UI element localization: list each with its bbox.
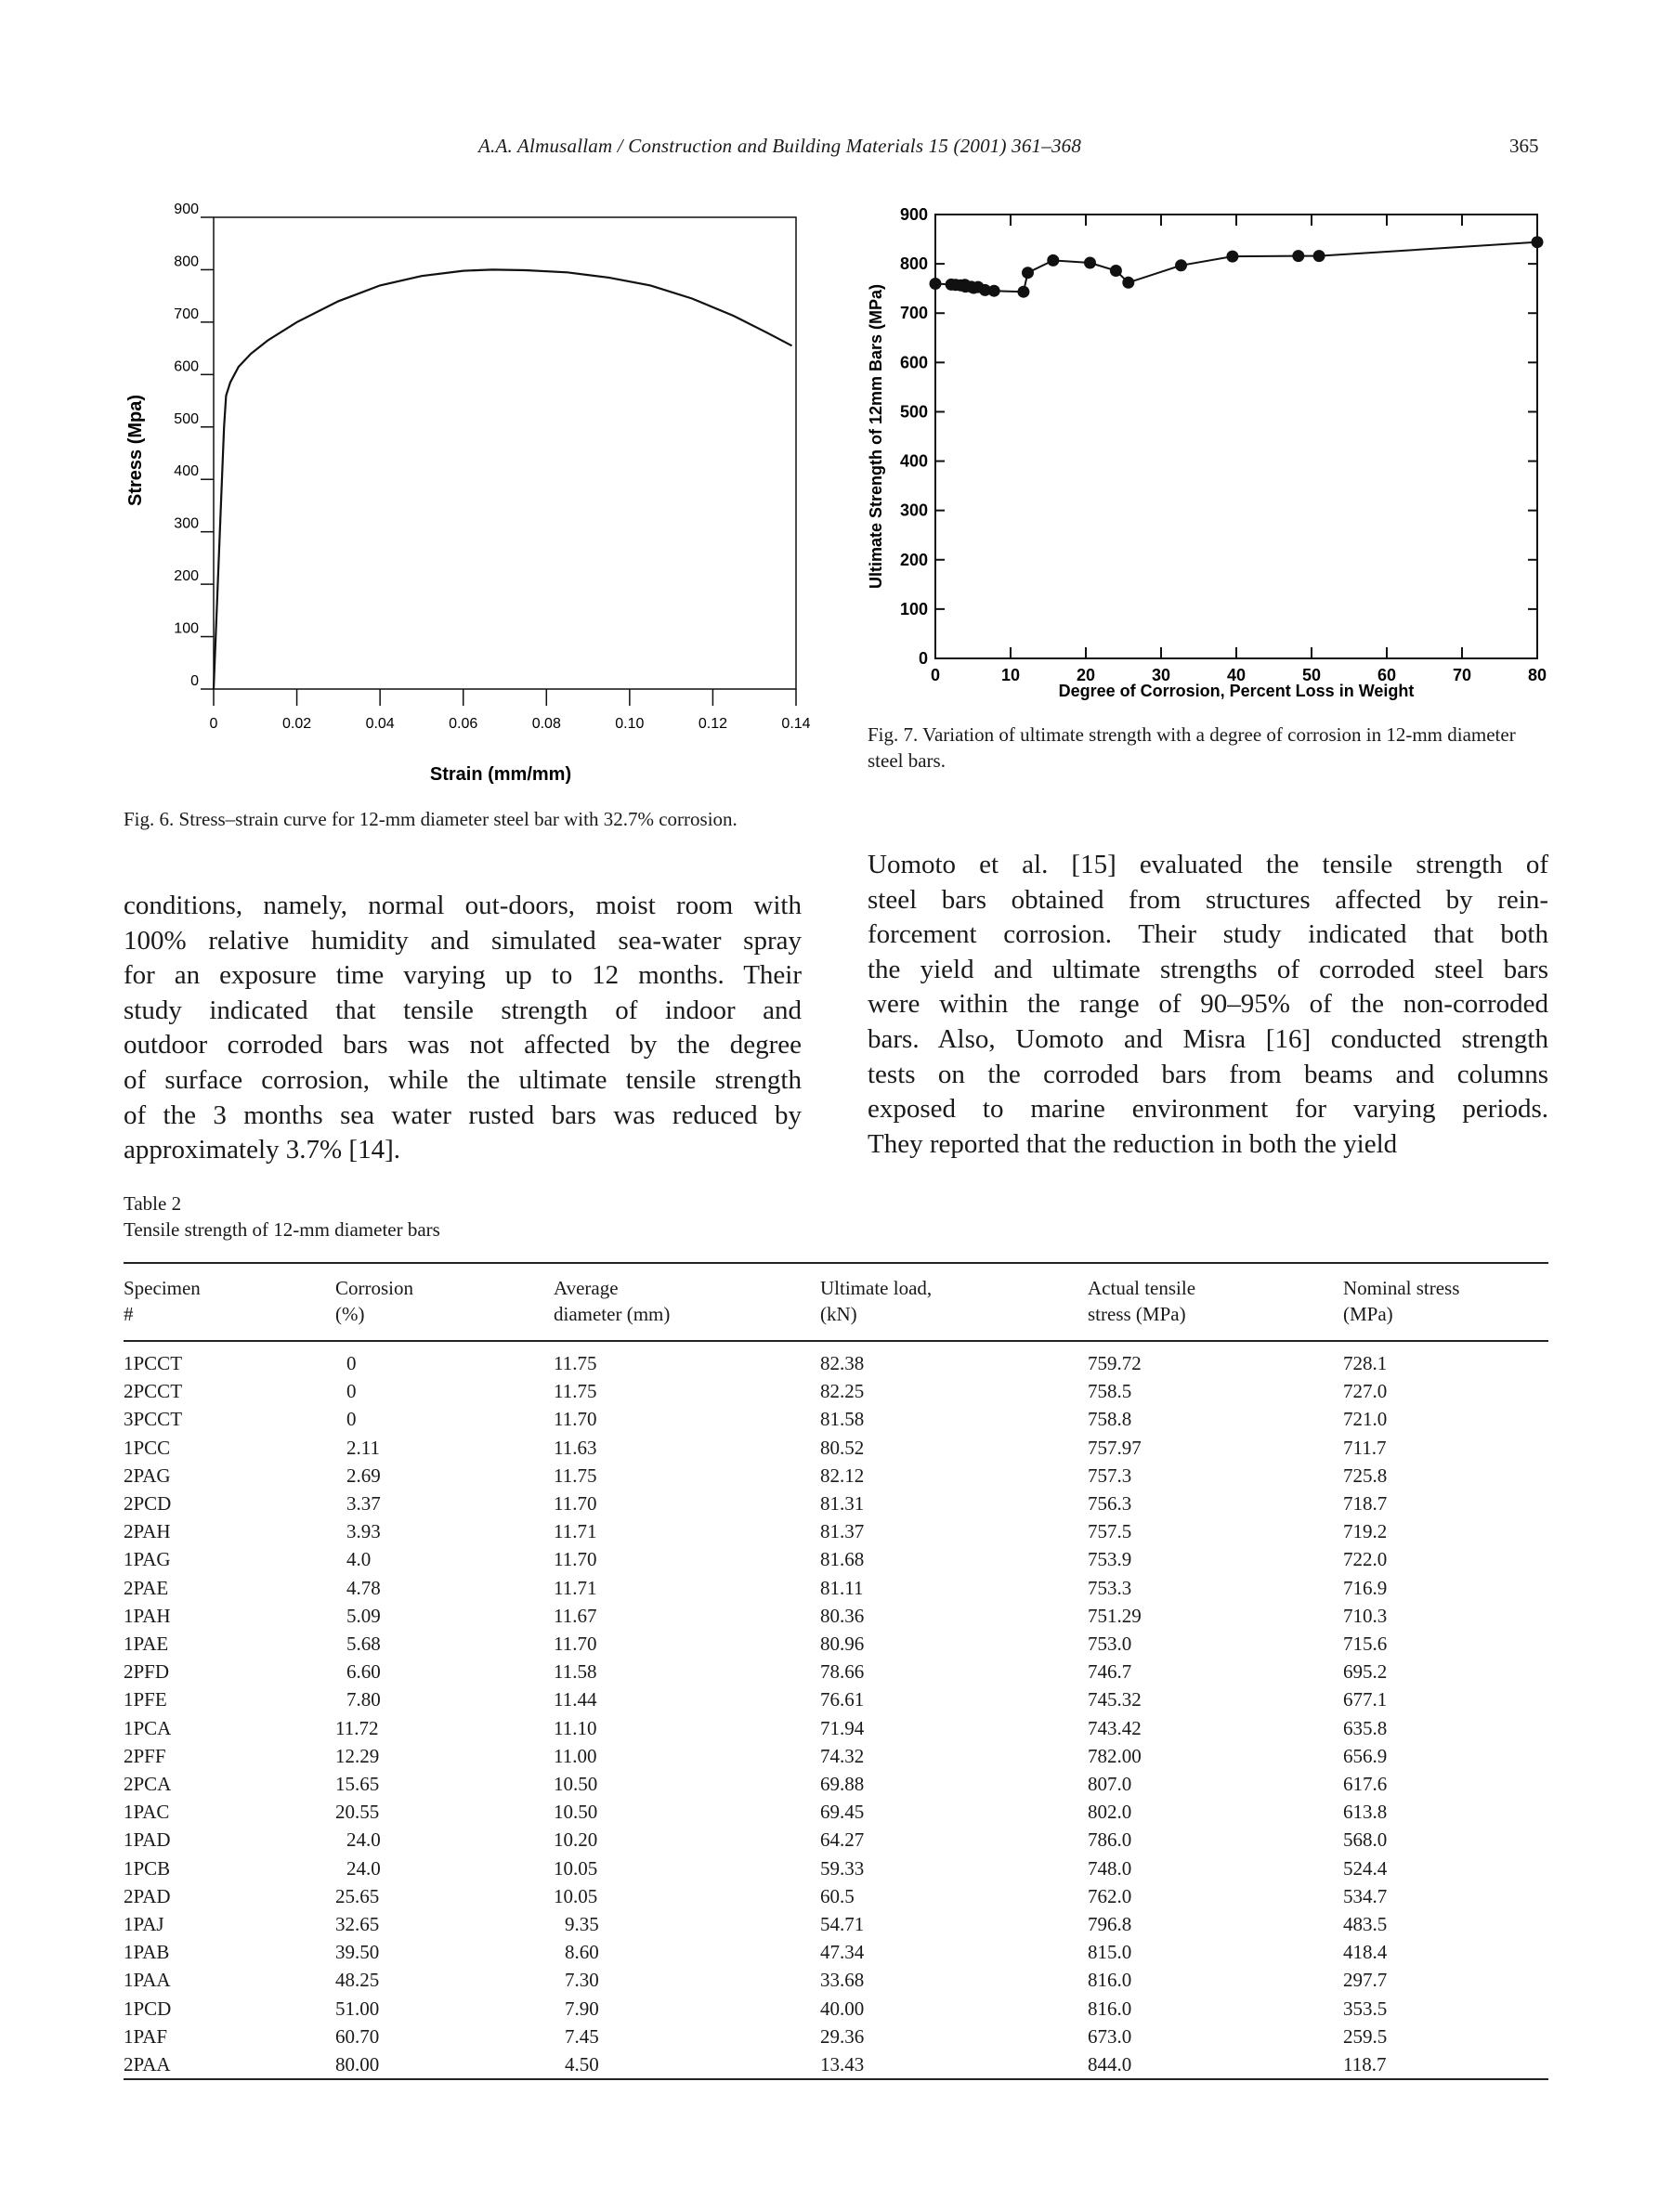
table-cell: 2PAA [124, 2053, 171, 2076]
table-cell: 656.9 [1343, 1744, 1388, 1767]
table-cell: 2PCA [124, 1773, 172, 1796]
table-cell: 74.32 [820, 1744, 865, 1767]
table-2 [124, 1262, 1548, 2080]
column-header-line: diameter (mm) [554, 1303, 671, 1325]
table-cell: 757.3 [1088, 1464, 1132, 1487]
table-2-title: Tensile strength of 12-mm diameter bars [124, 1218, 440, 1241]
table-cell: 297.7 [1343, 1969, 1388, 1992]
table-cell: 80.36 [820, 1604, 865, 1627]
fig7-data-point [1084, 257, 1096, 269]
table-cell: 32.65 [335, 1913, 380, 1936]
table-cell: 81.11 [820, 1576, 864, 1599]
table-cell: 2PAG [124, 1464, 171, 1487]
fig7-x-tick-label: 50 [1301, 666, 1322, 684]
table-row [124, 1602, 1548, 1630]
table-cell: 13.43 [820, 2053, 865, 2076]
table-cell: 2.11 [346, 1436, 380, 1459]
table-2-label [124, 1191, 440, 1243]
column-header-line: (kN) [820, 1303, 857, 1325]
fig7-data-point [930, 278, 942, 290]
fig7-data-point [1110, 265, 1122, 277]
table-cell: 745.32 [1088, 1688, 1142, 1711]
table-cell: 1PAC [124, 1801, 170, 1824]
column-header [820, 1263, 1088, 1341]
right-paragraph-line: steel bars obtained from structures affected by rein- [868, 884, 1548, 915]
table-row [124, 1938, 1548, 1966]
fig6-x-tick-label: 0 [209, 716, 218, 732]
table-cell: 728.1 [1343, 1352, 1388, 1374]
table-cell: 11.75 [554, 1464, 597, 1487]
table-cell: 722.0 [1343, 1548, 1388, 1571]
table-cell: 69.88 [820, 1773, 865, 1796]
table-cell: 11.70 [554, 1492, 597, 1516]
table-cell: 762.0 [1088, 1884, 1132, 1907]
table-cell: 82.12 [820, 1464, 865, 1487]
table-cell: 5.68 [346, 1633, 381, 1656]
table-row [124, 1685, 1548, 1713]
left-paragraph-line: of surface corrosion, while the ultimate tensile strength [124, 1064, 802, 1095]
table-cell: 2PCD [124, 1492, 172, 1516]
table-cell: 2.69 [346, 1464, 381, 1487]
table-cell: 2PAD [124, 1884, 171, 1907]
table-cell: 4.0 [346, 1548, 372, 1571]
table-cell: 753.0 [1088, 1633, 1132, 1656]
table-cell: 844.0 [1088, 2053, 1132, 2076]
right-paragraph-line: were within the range of 90–95% of the non-corroded [868, 989, 1548, 1020]
fig7-x-tick-label: 0 [930, 666, 941, 684]
table-cell: 756.3 [1088, 1492, 1132, 1516]
figure-6-stress-strain-chart [111, 200, 817, 794]
column-header-line: Nominal stress [1343, 1277, 1460, 1299]
table-2-number: Table 2 [124, 1192, 182, 1215]
table-row [124, 1462, 1548, 1490]
table-cell: 59.33 [820, 1856, 865, 1880]
left-paragraph-line: approximately 3.7% [14]. [124, 1135, 400, 1165]
fig7-x-tick-label: 70 [1452, 666, 1472, 684]
fig7-y-axis-label: Ultimate Strength of 12mm Bars (MPa) [867, 283, 885, 590]
table-row [124, 1377, 1548, 1405]
table-row [124, 1341, 1548, 1377]
table-cell: 39.50 [335, 1941, 380, 1964]
column-header-line: (MPa) [1343, 1303, 1393, 1325]
table-cell: 6.60 [346, 1660, 381, 1684]
column-header-line: (%) [335, 1303, 365, 1325]
table-cell: 11.67 [554, 1604, 597, 1627]
table-cell: 748.0 [1088, 1856, 1132, 1880]
table-cell: 751.29 [1088, 1604, 1142, 1627]
fig7-data-point [1226, 251, 1238, 263]
fig7-y-tick-label: 200 [899, 550, 928, 569]
table-cell: 3PCCT [124, 1408, 183, 1431]
fig7-y-tick-label: 0 [918, 649, 928, 668]
fig6-y-tick-label: 700 [174, 306, 199, 322]
table-cell: 81.58 [820, 1408, 865, 1431]
table-cell: 81.37 [820, 1520, 865, 1543]
table-cell: 718.7 [1343, 1492, 1388, 1516]
table-cell: 635.8 [1343, 1716, 1388, 1739]
table-cell: 8.60 [565, 1941, 599, 1964]
table-cell: 51.00 [335, 1997, 380, 2020]
table-cell: 54.71 [820, 1913, 865, 1936]
right-paragraph-line: They reported that the reduction in both the yield [868, 1128, 1398, 1159]
table-cell: 48.25 [335, 1969, 380, 1992]
column-header [124, 1263, 335, 1341]
table-row [124, 1770, 1548, 1798]
table-cell: 1PCD [124, 1997, 172, 2020]
table-cell: 2PCCT [124, 1380, 183, 1403]
fig7-data-point [1175, 259, 1187, 271]
left-paragraph-line: outdoor corroded bars was not affected by the degree [124, 1030, 802, 1060]
table-row [124, 1517, 1548, 1545]
column-header-line: Specimen [124, 1277, 201, 1299]
table-row [124, 1882, 1548, 1910]
table-cell: 568.0 [1343, 1828, 1388, 1852]
table-row [124, 1742, 1548, 1770]
fig6-x-tick-label: 0.12 [698, 716, 727, 732]
table-cell: 11.70 [554, 1548, 597, 1571]
table-row [124, 1434, 1548, 1462]
table-cell: 81.68 [820, 1548, 865, 1571]
fig7-x-tick-label: 80 [1527, 666, 1547, 684]
table-cell: 815.0 [1088, 1941, 1132, 1964]
table-cell: 677.1 [1343, 1688, 1388, 1711]
table-cell: 1PAA [124, 1969, 171, 1992]
table-cell: 10.05 [554, 1856, 598, 1880]
table-cell: 757.5 [1088, 1520, 1132, 1543]
fig7-data-point [1532, 236, 1544, 248]
fig7-x-tick-label: 10 [1000, 666, 1021, 684]
table-cell: 71.94 [820, 1716, 865, 1739]
table-cell: 11.75 [554, 1380, 597, 1403]
table-cell: 10.50 [554, 1801, 598, 1824]
fig7-data-point [988, 285, 1000, 297]
fig7-x-tick-label: 20 [1076, 666, 1096, 684]
fig7-data-point [1122, 277, 1134, 289]
column-header [335, 1263, 554, 1341]
fig7-y-tick-label: 400 [899, 451, 928, 471]
table-cell: 5.09 [346, 1604, 381, 1627]
table-cell: 2PAE [124, 1576, 169, 1599]
table-cell: 353.5 [1343, 1997, 1388, 2020]
table-cell: 816.0 [1088, 1969, 1132, 1992]
page-number: 365 [1509, 135, 1539, 157]
table-cell: 1PAE [124, 1633, 169, 1656]
fig7-y-tick-label: 300 [899, 501, 928, 520]
table-cell: 20.55 [335, 1801, 380, 1824]
table-cell: 0 [346, 1352, 357, 1374]
table-cell: 3.93 [346, 1520, 381, 1543]
table-cell: 10.20 [554, 1828, 598, 1852]
fig6-y-tick-label: 400 [174, 463, 199, 480]
table-cell: 1PCA [124, 1716, 172, 1739]
table-cell: 1PAB [124, 1941, 170, 1964]
table-cell: 7.30 [565, 1969, 599, 1992]
table-header-row [124, 1263, 1548, 1341]
table-cell: 695.2 [1343, 1660, 1388, 1684]
table-row [124, 1714, 1548, 1742]
table-cell: 9.35 [565, 1913, 599, 1936]
fig6-y-tick-label: 500 [174, 410, 199, 427]
table-cell: 1PAD [124, 1828, 171, 1852]
right-paragraph-line: Uomoto et al. [15] evaluated the tensile strength of [868, 850, 1548, 879]
fig7-y-tick-label: 500 [899, 402, 928, 422]
table-row [124, 1490, 1548, 1517]
right-column-paragraph [868, 848, 1548, 1162]
table-cell: 524.4 [1343, 1856, 1388, 1880]
table-cell: 7.90 [565, 1997, 599, 2020]
table-cell: 796.8 [1088, 1913, 1132, 1936]
table-cell: 483.5 [1343, 1913, 1388, 1936]
table-cell: 2PFF [124, 1744, 166, 1767]
fig7-x-tick-label: 30 [1151, 666, 1171, 684]
table-cell: 753.9 [1088, 1548, 1132, 1571]
table-row [124, 1630, 1548, 1658]
table-cell: 759.72 [1088, 1352, 1142, 1374]
table-cell: 1PCB [124, 1856, 171, 1880]
right-paragraph-line: tests on the corroded bars from beams and columns [868, 1059, 1548, 1089]
table-cell: 12.29 [335, 1744, 380, 1767]
fig6-y-tick-label: 100 [174, 620, 199, 637]
table-cell: 727.0 [1343, 1380, 1388, 1403]
table-cell: 11.70 [554, 1633, 597, 1656]
fig6-y-tick-label: 300 [174, 515, 199, 532]
table-row [124, 1545, 1548, 1573]
fig7-data-point [1022, 267, 1034, 279]
table-cell: 715.6 [1343, 1633, 1388, 1656]
left-paragraph-line: of the 3 months sea water rusted bars was reduced by [124, 1099, 802, 1130]
table-row [124, 1910, 1548, 1938]
table-cell: 782.00 [1088, 1744, 1142, 1767]
table-cell: 24.0 [346, 1828, 381, 1852]
table-cell: 418.4 [1343, 1941, 1388, 1964]
table-cell: 802.0 [1088, 1801, 1132, 1824]
table-cell: 746.7 [1088, 1660, 1132, 1684]
table-cell: 786.0 [1088, 1828, 1132, 1852]
fig7-x-axis-label: Degree of Corrosion, Percent Loss in Weight [1058, 682, 1415, 700]
fig6-x-tick-label: 0.02 [282, 716, 312, 732]
table-cell: 15.65 [335, 1773, 380, 1796]
table-cell: 0 [346, 1408, 357, 1431]
table-cell: 69.45 [820, 1801, 865, 1824]
right-paragraph-line: the yield and ultimate strengths of corroded steel bars [868, 954, 1548, 984]
table-cell: 7.45 [565, 2024, 599, 2048]
fig6-plot-frame [214, 217, 796, 689]
fig7-y-tick-label: 100 [899, 599, 928, 618]
table-row [124, 2050, 1548, 2079]
table-row [124, 1826, 1548, 1854]
table-cell: 10.50 [554, 1773, 598, 1796]
table-cell: 2PFD [124, 1660, 170, 1684]
fig7-y-tick-label: 800 [899, 254, 928, 274]
table-cell: 743.42 [1088, 1716, 1142, 1739]
left-paragraph-line: study indicated that tensile strength of indoor and [124, 995, 802, 1025]
table-row [124, 1574, 1548, 1602]
table-cell: 753.3 [1088, 1576, 1132, 1599]
table-cell: 757.97 [1088, 1436, 1142, 1459]
table-cell: 33.68 [820, 1969, 865, 1992]
table-cell: 758.5 [1088, 1380, 1132, 1403]
table-cell: 11.71 [554, 1576, 597, 1599]
left-column-paragraph [124, 889, 802, 1168]
fig7-data-point [1292, 250, 1304, 262]
table-cell: 11.58 [554, 1660, 597, 1684]
left-paragraph-line: 100% relative humidity and simulated sea-water spray [124, 925, 802, 956]
table-cell: 1PAH [124, 1604, 171, 1627]
table-cell: 816.0 [1088, 1997, 1132, 2020]
table-row [124, 1854, 1548, 1882]
table-cell: 11.71 [554, 1520, 597, 1543]
table-cell: 81.31 [820, 1492, 865, 1516]
fig6-y-tick-label: 600 [174, 358, 199, 375]
table-cell: 1PAG [124, 1548, 171, 1571]
table-cell: 11.10 [554, 1716, 597, 1739]
table-cell: 3.37 [346, 1492, 381, 1516]
table-cell: 807.0 [1088, 1773, 1132, 1796]
table-cell: 4.78 [346, 1576, 381, 1599]
column-header [1088, 1263, 1343, 1341]
column-header [554, 1263, 820, 1341]
fig6-y-tick-label: 900 [174, 202, 199, 217]
table-cell: 11.75 [554, 1352, 597, 1374]
table-cell: 758.8 [1088, 1408, 1132, 1431]
figure-6-caption: Fig. 6. Stress–strain curve for 12-mm diameter steel bar with 32.7% corrosion. [124, 808, 738, 830]
fig6-y-tick-label: 200 [174, 568, 199, 585]
table-cell: 613.8 [1343, 1801, 1388, 1824]
table-row [124, 2023, 1548, 2050]
table-cell: 78.66 [820, 1660, 865, 1684]
table-cell: 11.70 [554, 1408, 597, 1431]
table-row [124, 1405, 1548, 1433]
table-cell: 1PCC [124, 1436, 171, 1459]
table-cell: 64.27 [820, 1828, 865, 1852]
fig7-data-point [1047, 254, 1059, 267]
table-cell: 1PAJ [124, 1913, 164, 1936]
table-cell: 0 [346, 1380, 357, 1403]
table-cell: 60.5 [820, 1884, 855, 1907]
table-cell: 4.50 [565, 2053, 599, 2076]
table-cell: 40.00 [820, 1997, 865, 2020]
column-header-line: # [124, 1303, 134, 1325]
table-cell: 716.9 [1343, 1576, 1388, 1599]
table-cell: 721.0 [1343, 1408, 1388, 1431]
fig7-data-point [1017, 286, 1029, 298]
table-row [124, 1966, 1548, 1994]
table-cell: 534.7 [1343, 1884, 1388, 1907]
fig7-y-tick-label: 700 [899, 304, 928, 323]
fig7-x-tick-label: 40 [1226, 666, 1247, 684]
fig6-stress-strain-curve [214, 269, 792, 689]
running-head: A.A. Almusallam / Construction and Building Materials 15 (2001) 361–368 [478, 135, 1082, 157]
table-cell: 1PAF [124, 2024, 168, 2048]
table-cell: 82.25 [820, 1380, 865, 1403]
tensile-strength-table [124, 1262, 1548, 2080]
column-header-line: Corrosion [335, 1277, 413, 1299]
table-cell: 673.0 [1088, 2024, 1132, 2048]
table-cell: 76.61 [820, 1688, 865, 1711]
table-cell: 719.2 [1343, 1520, 1388, 1543]
fig6-x-tick-label: 0.04 [365, 716, 395, 732]
table-cell: 82.38 [820, 1352, 865, 1374]
fig6-x-axis-label: Strain (mm/mm) [429, 764, 572, 785]
fig7-data-point [1313, 250, 1325, 262]
right-paragraph-line: exposed to marine environment for varying periods. [868, 1094, 1548, 1125]
table-cell: 1PFE [124, 1688, 167, 1711]
figure-7-caption: Fig. 7. Variation of ultimate strength with a degree of corrosion in 12-mm diameter steel bars. [868, 723, 1516, 772]
table-cell: 29.36 [820, 2024, 865, 2048]
fig6-x-tick-label: 0.06 [449, 716, 478, 732]
table-cell: 60.70 [335, 2024, 380, 2048]
table-cell: 11.72 [335, 1716, 379, 1739]
table-cell: 47.34 [820, 1941, 865, 1964]
column-header-line: Ultimate load, [820, 1277, 933, 1299]
table-cell: 725.8 [1343, 1464, 1388, 1487]
column-header [1343, 1263, 1548, 1341]
column-header-line: Average [554, 1277, 619, 1299]
table-cell: 2PAH [124, 1520, 171, 1543]
table-cell: 711.7 [1343, 1436, 1387, 1459]
table-cell: 11.44 [554, 1688, 597, 1711]
table-cell: 25.65 [335, 1884, 380, 1907]
left-paragraph-line: conditions, namely, normal out-doors, moist room with [124, 891, 802, 920]
fig7-x-tick-label: 60 [1377, 666, 1397, 684]
fig6-y-axis-label: Stress (Mpa) [125, 394, 146, 507]
figure-7-ultimate-strength-chart [859, 200, 1565, 701]
table-cell: 259.5 [1343, 2024, 1388, 2048]
table-cell: 710.3 [1343, 1604, 1388, 1627]
fig6-x-tick-label: 0.10 [615, 716, 645, 732]
table-cell: 7.80 [346, 1688, 381, 1711]
table-row [124, 1658, 1548, 1685]
fig6-y-tick-label: 0 [190, 673, 199, 689]
table-cell: 11.63 [554, 1436, 597, 1459]
fig7-y-tick-label: 900 [899, 205, 928, 224]
table-cell: 10.05 [554, 1884, 598, 1907]
column-header-line: stress (MPa) [1088, 1303, 1186, 1325]
column-header-line: Actual tensile [1088, 1277, 1196, 1299]
fig7-strength-line [935, 242, 1537, 293]
table-cell: 24.0 [346, 1856, 381, 1880]
right-paragraph-line: bars. Also, Uomoto and Misra [16] conducted strength [868, 1023, 1548, 1054]
table-cell: 80.00 [335, 2053, 380, 2076]
table-cell: 80.96 [820, 1633, 865, 1656]
table-row [124, 1798, 1548, 1826]
table-row [124, 1995, 1548, 2023]
left-paragraph-line: for an exposure time varying up to 12 months. Their [124, 960, 802, 991]
table-cell: 11.00 [554, 1744, 597, 1767]
right-paragraph-line: forcement corrosion. Their study indicated that both [868, 919, 1548, 950]
table-cell: 617.6 [1343, 1773, 1388, 1796]
table-cell: 80.52 [820, 1436, 865, 1459]
fig6-y-tick-label: 800 [174, 254, 199, 270]
fig6-x-tick-label: 0.08 [531, 716, 561, 732]
fig6-x-tick-label: 0.14 [781, 716, 811, 732]
table-cell: 118.7 [1343, 2053, 1387, 2076]
fig7-y-tick-label: 600 [899, 353, 928, 372]
table-cell: 1PCCT [124, 1352, 183, 1374]
